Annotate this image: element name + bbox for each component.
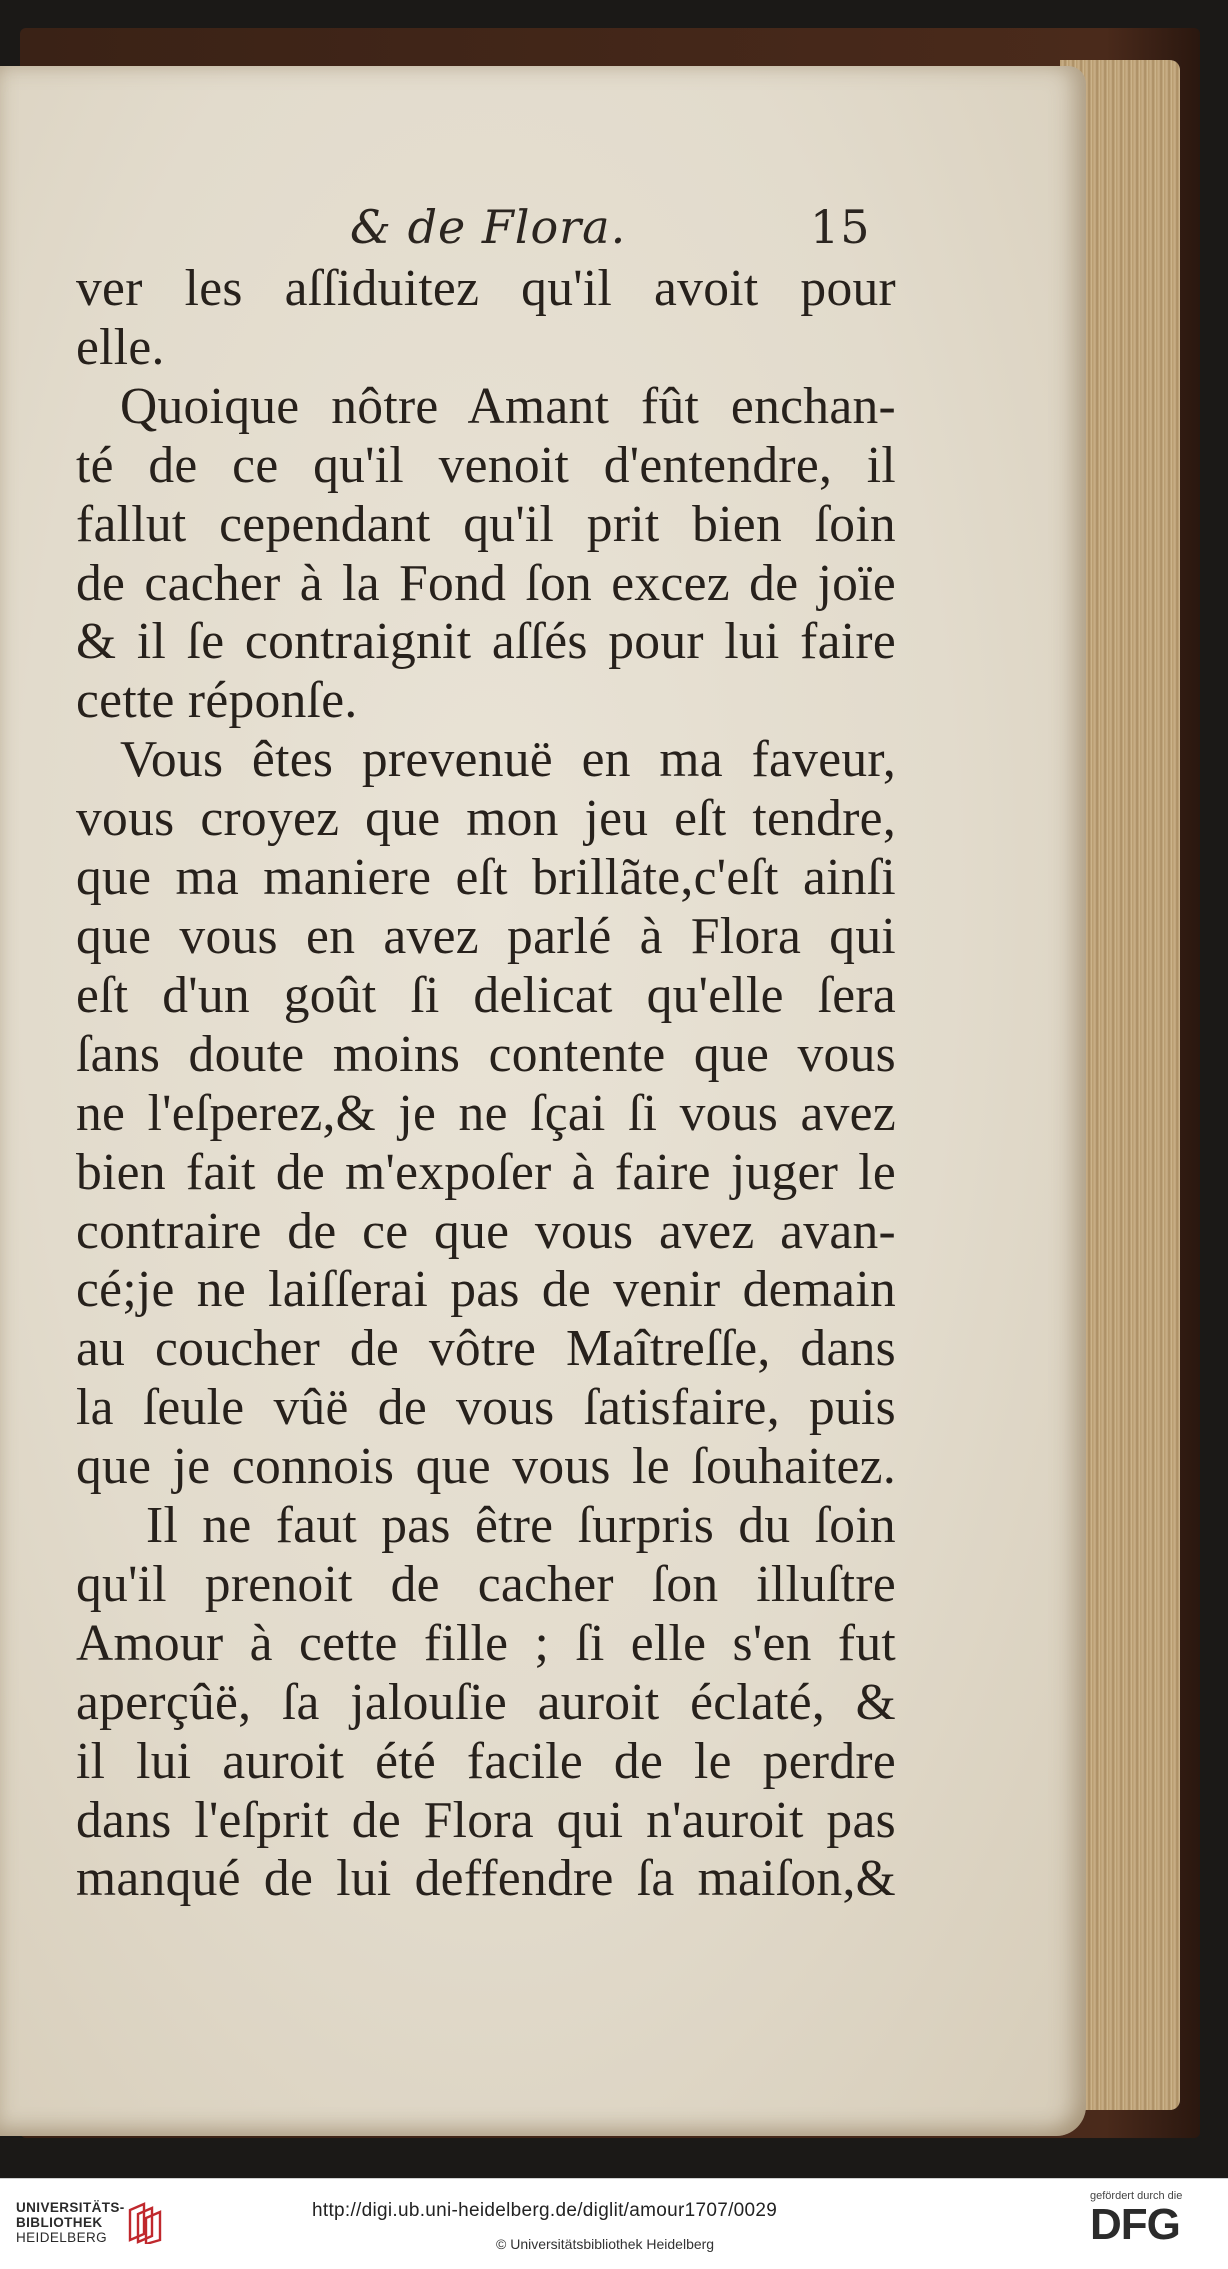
text-line: aperçûë, ſa jalouſie auroit éclaté, & bbox=[76, 1673, 896, 1731]
footer-bar bbox=[0, 2178, 1228, 2269]
text-line: fallut cependant qu'il prit bien ſoin bbox=[76, 495, 896, 553]
text-line: bien fait de m'expoſer à faire juger le bbox=[76, 1143, 896, 1201]
text-line: ne l'eſperez,& je ne ſçai ſi vous avez bbox=[76, 1084, 896, 1142]
text-line: té de ce qu'il venoit d'entendre, il bbox=[76, 436, 896, 494]
text-line: dans l'eſprit de Flora qui n'auroit pas bbox=[76, 1791, 896, 1849]
text-line: vous croyez que mon jeu eſt tendre, bbox=[76, 790, 896, 848]
logo-line-1: UNIVERSITÄTS- bbox=[16, 2200, 125, 2215]
text-line: que vous en avez parlé à Flora qui bbox=[76, 907, 896, 965]
funding-note: gefördert durch die bbox=[1090, 2190, 1183, 2202]
text-line: Quoique nôtre Amant fût enchan- bbox=[120, 377, 896, 435]
text-line: au coucher de vôtre Maîtreſſe, dans bbox=[76, 1320, 896, 1378]
text-line: il lui auroit été facile de le perdre bbox=[76, 1732, 896, 1790]
library-logo-text[interactable] bbox=[16, 2200, 125, 2245]
logo-line-2: BIBLIOTHEK bbox=[16, 2215, 103, 2230]
text-line: la ſeule vûë de vous ſatisfaire, puis bbox=[76, 1379, 896, 1437]
text-line: que je connois que vous le ſouhaitez. bbox=[76, 1438, 896, 1496]
text-line: cé;je ne laiſſerai pas de venir demain bbox=[76, 1261, 896, 1319]
text-line: manqué de lui deffendre ſa maiſon,& bbox=[76, 1850, 896, 1908]
page-number: 15 bbox=[810, 200, 871, 254]
page-text bbox=[76, 260, 896, 1909]
copyright-notice: © Universitätsbibliothek Heidelberg bbox=[496, 2236, 715, 2252]
text-line: eſt d'un goût ſi delicat qu'elle ſera bbox=[76, 966, 896, 1024]
text-line: de cacher à la Fond ſon excez de joïe bbox=[76, 554, 896, 612]
logo-line-3: HEIDELBERG bbox=[16, 2230, 108, 2245]
text-line: ver les aſſiduitez qu'il avoit pour bbox=[76, 260, 896, 317]
ub-heidelberg-logo-icon[interactable] bbox=[126, 2200, 172, 2244]
running-head-title: & de Flora. bbox=[350, 200, 627, 254]
text-line: que ma maniere eſt brillãte,c'eſt ainſi bbox=[76, 849, 896, 907]
text-line: & il ſe contraignit aſſés pour lui faire bbox=[76, 613, 896, 671]
text-line: cette réponſe. bbox=[76, 672, 358, 730]
text-line: contraire de ce que vous avez avan- bbox=[76, 1202, 896, 1260]
text-line: Amour à cette fille ; ſi elle s'en fut bbox=[76, 1614, 896, 1672]
permalink-url[interactable]: http://digi.ub.uni-heidelberg.de/diglit/amour1707/0029 bbox=[312, 2200, 778, 2221]
text-line: qu'il prenoit de cacher ſon illuſtre bbox=[76, 1555, 896, 1613]
text-line: ſans doute moins contente que vous bbox=[76, 1025, 896, 1083]
dfg-logo[interactable]: DFG bbox=[1090, 2200, 1180, 2249]
text-line: Il ne faut pas être ſurpris du ſoin bbox=[146, 1497, 896, 1555]
text-line: Vous êtes prevenuë en ma faveur, bbox=[120, 731, 896, 789]
text-line: elle. bbox=[76, 318, 165, 376]
